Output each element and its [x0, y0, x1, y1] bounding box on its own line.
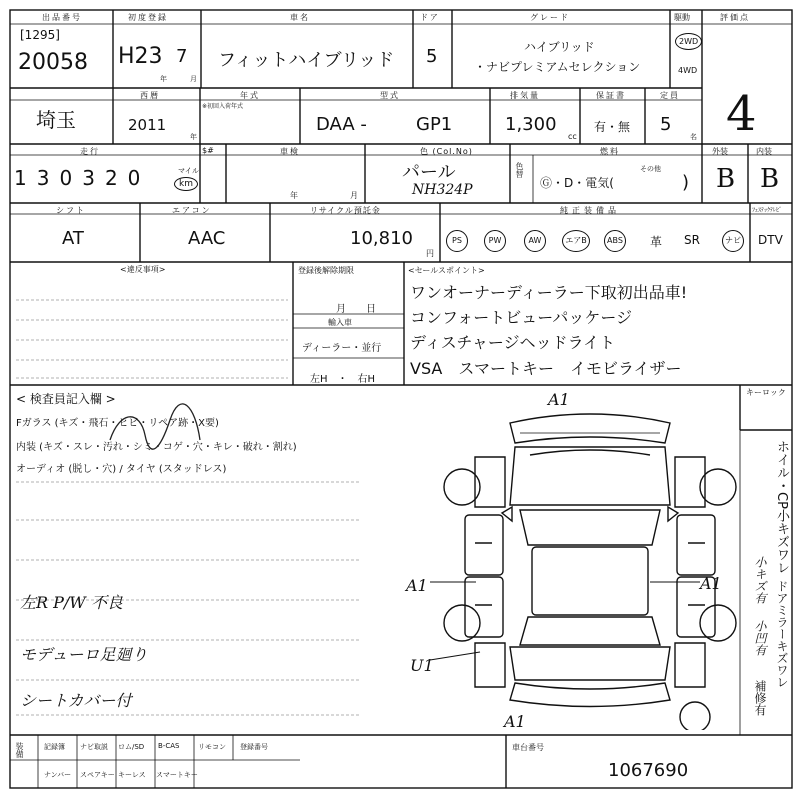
car-name-label: 車名: [290, 13, 310, 22]
year-suffix: 年: [190, 133, 197, 141]
inspection-label: 車検: [280, 147, 300, 156]
damage-mark-rear-left: U1: [410, 656, 434, 675]
damage-leader-lines: [400, 560, 720, 720]
violation-label: <違反事項>: [120, 265, 166, 274]
month-unit: 月: [190, 75, 197, 83]
drive-2wd: 2WD: [675, 33, 702, 50]
footer-equip: ナビ取説: [80, 743, 108, 751]
footer-equip: ロム/SD: [118, 743, 145, 751]
drive-4wd: 4WD: [678, 66, 698, 75]
displacement-value: 1,300: [505, 114, 557, 135]
damage-mark-left: A1: [406, 576, 428, 595]
sales-point: ディスチャージヘッドライト: [410, 333, 616, 352]
aircon-label: エアコン: [172, 206, 212, 215]
equip-abs: ABS: [604, 230, 626, 252]
color-label: 色 (Col.No): [420, 147, 473, 156]
repair-note: 補修有: [753, 680, 767, 716]
fuel-label: 燃料: [600, 147, 620, 156]
reg-no-label: 登録番号: [240, 743, 268, 751]
doors-label: ドア: [420, 13, 440, 22]
footer-equip: リモコン: [198, 743, 226, 751]
shift-value: AT: [62, 228, 84, 249]
equip-airbag: エアB: [562, 230, 590, 252]
lot-bracket: [1295]: [20, 28, 60, 42]
doors-value: 5: [426, 46, 438, 67]
steering-handle: 左H ・ 右H: [310, 374, 376, 385]
expiry-label: 登録後解除期限: [298, 266, 354, 275]
warranty-label: 保証書: [596, 91, 626, 100]
footer-side-label: 装備: [15, 742, 24, 758]
mileage-digit: 3: [36, 166, 60, 190]
inspector-title: < 検査員記入欄 >: [16, 392, 116, 406]
mileage-digit: 3: [82, 166, 105, 190]
era-year: H23: [118, 44, 163, 69]
car-name: フィットハイブリッド: [218, 50, 395, 71]
reg-month: 7: [176, 46, 188, 67]
small-scratch-note: 小キズ有: [753, 556, 767, 604]
chassis-number: 1067690: [608, 760, 689, 781]
keylock-label: キーロック: [746, 388, 786, 397]
dealer-parallel: ディーラー・並行: [302, 343, 382, 354]
chassis-label: 車台番号: [512, 743, 544, 752]
handwritten-scribble: [100, 400, 220, 460]
warranty-value: 有・無: [594, 120, 631, 134]
recycle-label: リサイクル預託金: [310, 206, 381, 215]
capacity-label: 定員: [660, 91, 680, 100]
capacity-value: 5: [660, 114, 672, 135]
damage-mark-rear: A1: [504, 712, 526, 731]
damage-mark-right: A1: [700, 574, 722, 593]
footer-equip: キーレス: [118, 771, 146, 779]
fuel-close: ): [682, 172, 690, 193]
drive-label: 駆動: [674, 13, 690, 22]
exterior-grade: B: [716, 164, 736, 194]
equip-ps: PS: [446, 230, 468, 252]
handwritten-note: モデューロ足廻り: [20, 645, 148, 664]
expiry-month-day: 月 日: [336, 304, 376, 315]
keyless-label: ﾌｪｽﾃｯｸﾃﾚﾋﾞ: [752, 207, 783, 214]
footer-equip: 記録簿: [44, 743, 65, 751]
color-value: パール: [402, 162, 456, 183]
damage-mark-front: A1: [548, 390, 570, 409]
small-dent-note: 小凹有: [753, 620, 767, 656]
lot-number: 20058: [18, 50, 88, 75]
displacement-label: 排気量: [510, 91, 540, 100]
wheel-note: ホイル・CP小キズワレ: [774, 440, 789, 574]
mileage-digit: 0: [127, 166, 151, 190]
prefecture: 埼玉: [36, 108, 76, 132]
grade-label: グレード: [530, 13, 570, 22]
model-year-label: 年式: [240, 91, 260, 100]
model-year-sub: ※初回入荷年式: [202, 103, 244, 110]
capacity-unit: 名: [690, 133, 697, 141]
fuel-value: Ⓖ・D・電気(: [540, 176, 614, 190]
grade-line2: ・ナビプレミアムセレクション: [474, 60, 641, 74]
western-year-label: 西暦: [140, 91, 160, 100]
sales-point: VSA スマートキー イモビライザー: [410, 359, 682, 378]
grade-line1: ハイブリッド: [524, 40, 595, 54]
model-code: GP1: [416, 114, 453, 135]
glass-line: Fガラス (キズ・飛石・ヒビ・リペア跡・X要): [16, 418, 219, 429]
km-unit: km: [174, 177, 198, 191]
equip-sr: SR: [684, 233, 700, 247]
footer-equip: B-CAS: [158, 742, 180, 750]
equip-navi: ナビ: [722, 230, 744, 252]
interior-grade: B: [760, 164, 780, 194]
western-year: 2011: [128, 116, 167, 134]
equipment-label: 純正装備品: [560, 206, 620, 215]
mileage-digit: 2: [104, 166, 128, 190]
sales-point: ワンオーナーディーラー下取初出品車!: [410, 283, 688, 302]
mileage-value: [14, 166, 150, 190]
import-label: 輸入車: [328, 318, 352, 327]
nen-unit: 年: [160, 75, 167, 83]
color-change-label: 色替: [515, 162, 524, 178]
equip-aw: AW: [524, 230, 546, 252]
model-type-label: 型式: [380, 91, 400, 100]
mileage-digit: 0: [59, 166, 83, 190]
fuel-other: その他: [640, 165, 661, 173]
handwritten-note: シートカバー付: [20, 691, 132, 710]
inspection-year-unit: 年: [290, 191, 298, 200]
interior-line: 内装 (キズ・スレ・汚れ・シミ・コゲ・穴・キレ・破れ・割れ): [16, 442, 297, 453]
model-prefix: DAA -: [316, 114, 367, 135]
sharp-label: $#: [202, 146, 214, 155]
footer-equip: スペアキー: [80, 771, 115, 779]
interior-label: 内装: [756, 147, 772, 156]
yen-unit: 円: [426, 249, 434, 258]
recycle-fee: 10,810: [350, 228, 413, 249]
cc-unit: cc: [568, 132, 577, 141]
inspection-month-unit: 月: [350, 191, 358, 200]
footer-equip: スマートキー: [156, 771, 198, 779]
score-label: 評価点: [720, 13, 750, 22]
equip-pw: PW: [484, 230, 506, 252]
shift-label: シフト: [56, 206, 86, 215]
sales-point: コンフォートビューパッケージ: [410, 308, 633, 327]
color-no: NH324P: [412, 182, 473, 198]
exterior-label: 外装: [712, 147, 728, 156]
score-value: 4: [726, 86, 757, 142]
audio-tire-line: オーディオ (脱し・穴) / タイヤ (スタッドレス): [16, 464, 227, 475]
equip-dtv: DTV: [758, 233, 783, 247]
mileage-label: 走行: [80, 147, 100, 156]
footer-equip: ナンバー: [44, 771, 72, 779]
mile-unit: マイル: [178, 167, 199, 175]
equip-leather: 革: [650, 235, 663, 249]
mirror-note: ドアミラーキズワレ: [775, 580, 789, 688]
aircon-value: AAC: [188, 228, 226, 249]
handwritten-note: 左R P/W 不良: [20, 593, 123, 612]
lot-no-label: 出品番号: [42, 13, 82, 22]
first-reg-label: 初度登録: [128, 13, 168, 22]
mileage-digit: 1: [14, 166, 37, 190]
sales-points-label: <セールスポイント>: [408, 266, 485, 275]
